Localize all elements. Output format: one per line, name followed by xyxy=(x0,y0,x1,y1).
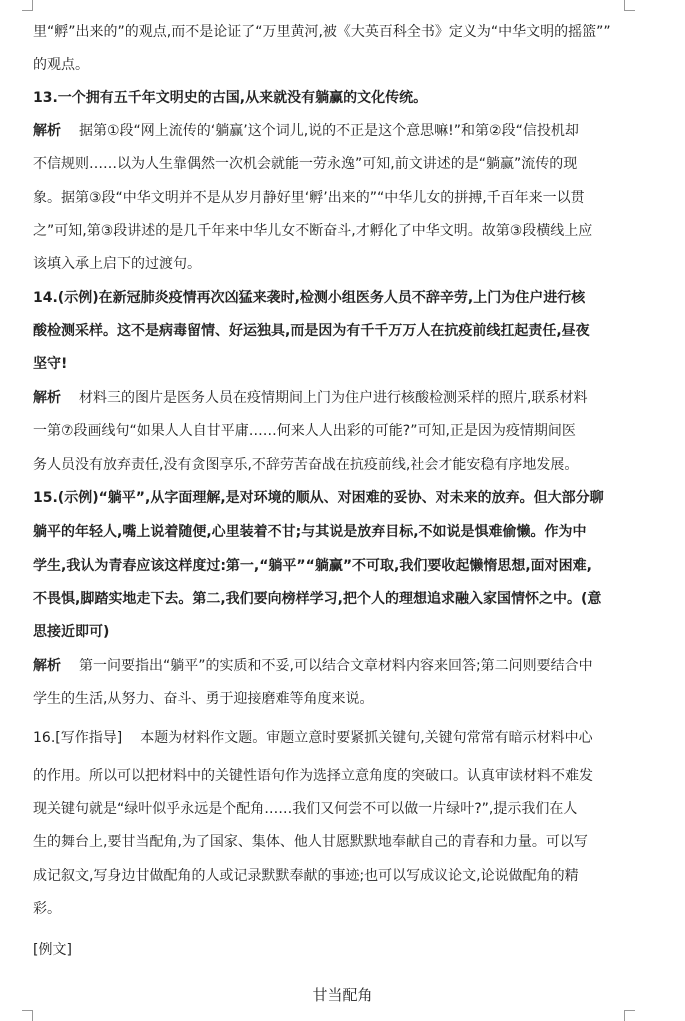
text-line: 学生的生活,从努力、奋斗、勇于迎接磨难等角度来说。 xyxy=(33,691,374,707)
text-line: 务人员没有放弃责任,没有贪图享乐,不辞劳苦奋战在抗疫前线,社会才能安稳有序地发展。 xyxy=(33,457,579,473)
text-line: 该填入承上启下的过渡句。 xyxy=(33,256,201,272)
text-line: 据第①段“网上流传的‘躺赢’这个词儿,说的不正是这个意思嘛!”和第②段“信投机却 xyxy=(79,123,579,139)
q15-answer: 15.(示例)“躺平”,从字面理解,是对环境的顺从、对困难的妥协、对未来的放弃。但大部分聊 xyxy=(33,490,604,506)
text-line: 的观点。 xyxy=(33,57,89,73)
q16-guide-line xyxy=(33,728,593,748)
text-line: 思接近即可) xyxy=(33,624,110,640)
q13-analysis-line xyxy=(33,121,579,141)
text-line: 里“孵”出来的”的观点,而不是论证了“万里黄河,被《大英百科全书》定义为“中华文明的摇篮”” xyxy=(33,24,611,40)
text-line: 一第⑦段画线句“如果人人自甘平庸……何来人人出彩的可能?”可知,正是因为疫情期间医 xyxy=(33,423,576,439)
text-line: 的作用。所以可以把材料中的关键性语句作为选择立意角度的突破口。认真审读材料不难发 xyxy=(33,768,593,784)
text-line: 之”可知,第③段讲述的是几千年来中华儿女不断奋斗,才孵化了中华文明。故第③段横线上应 xyxy=(33,223,593,239)
text-line: 成记叙文,写身边甘做配角的人或记录默默奉献的事迹;也可以写成议论文,论说做配角的精 xyxy=(33,868,579,884)
q13-answer: 13.一个拥有五千年文明史的古国,从来就没有躺赢的文化传统。 xyxy=(33,90,428,106)
q16-label: 16.[写作指导] xyxy=(33,730,123,746)
text-line: 学生,我认为青春应该这样度过:第一,“躺平”“躺赢”不可取,我们要收起懒惰思想,面对困难, xyxy=(33,558,592,574)
essay-title: 甘当配角 xyxy=(312,986,373,1004)
text-line: 材料三的图片是医务人员在疫情期间上门为住户进行核酸检测采样的照片,联系材料 xyxy=(79,390,588,406)
text-line: 坚守! xyxy=(33,356,68,372)
q15-analysis-line xyxy=(33,656,593,676)
text-line: 现关键句就是“绿叶似乎永远是个配角……我们又何尝不可以做一片绿叶?”,提示我们在人 xyxy=(33,801,578,817)
text-line: 酸检测采样。这不是病毒留情、好运独具,而是因为有千千万万人在抗疫前线扛起责任,昼夜 xyxy=(33,323,590,339)
text-line: 本题为材料作文题。审题立意时要紧抓关键句,关键句常常有暗示材料中心 xyxy=(140,730,593,746)
q14-analysis-line xyxy=(33,388,587,408)
text-line: 象。据第③段“中华文明并不是从岁月静好里‘孵’出来的”“中华儿女的拼搏,千百年来一以贯 xyxy=(33,190,585,206)
text-line: 不信规则……以为人生靠偶然一次机会就能一劳永逸”可知,前文讲述的是“躺赢”流传的现 xyxy=(33,156,578,172)
text-line: 不畏惧,脚踏实地走下去。第二,我们要向榜样学习,把个人的理想追求融入家国情怀之中。(意 xyxy=(33,591,602,607)
analysis-label: 解析 xyxy=(33,390,61,406)
example-label: [例文] xyxy=(33,942,72,958)
text-line: 第一问要指出“躺平”的实质和不妥,可以结合文章材料内容来回答;第二问则要结合中 xyxy=(79,658,593,674)
text-line: 生的舞台上,要甘当配角,为了国家、集体、他人甘愿默默地奉献自己的青春和力量。可以写 xyxy=(33,834,588,850)
text-line: 彩。 xyxy=(33,901,61,917)
q14-answer: 14.(示例)在新冠肺炎疫情再次凶猛来袭时,检测小组医务人员不辞辛劳,上门为住户进行核 xyxy=(33,290,586,306)
text-line: 躺平的年轻人,嘴上说着随便,心里装着不甘;与其说是放弃目标,不如说是惧难偷懒。作为中 xyxy=(33,524,587,540)
crop-mark-bottom-right xyxy=(624,1010,635,1021)
analysis-label: 解析 xyxy=(33,123,61,139)
crop-mark-bottom-left xyxy=(22,1010,33,1021)
analysis-label: 解析 xyxy=(33,658,61,674)
crop-mark-top-left xyxy=(22,0,33,11)
crop-mark-top-right xyxy=(624,0,635,11)
